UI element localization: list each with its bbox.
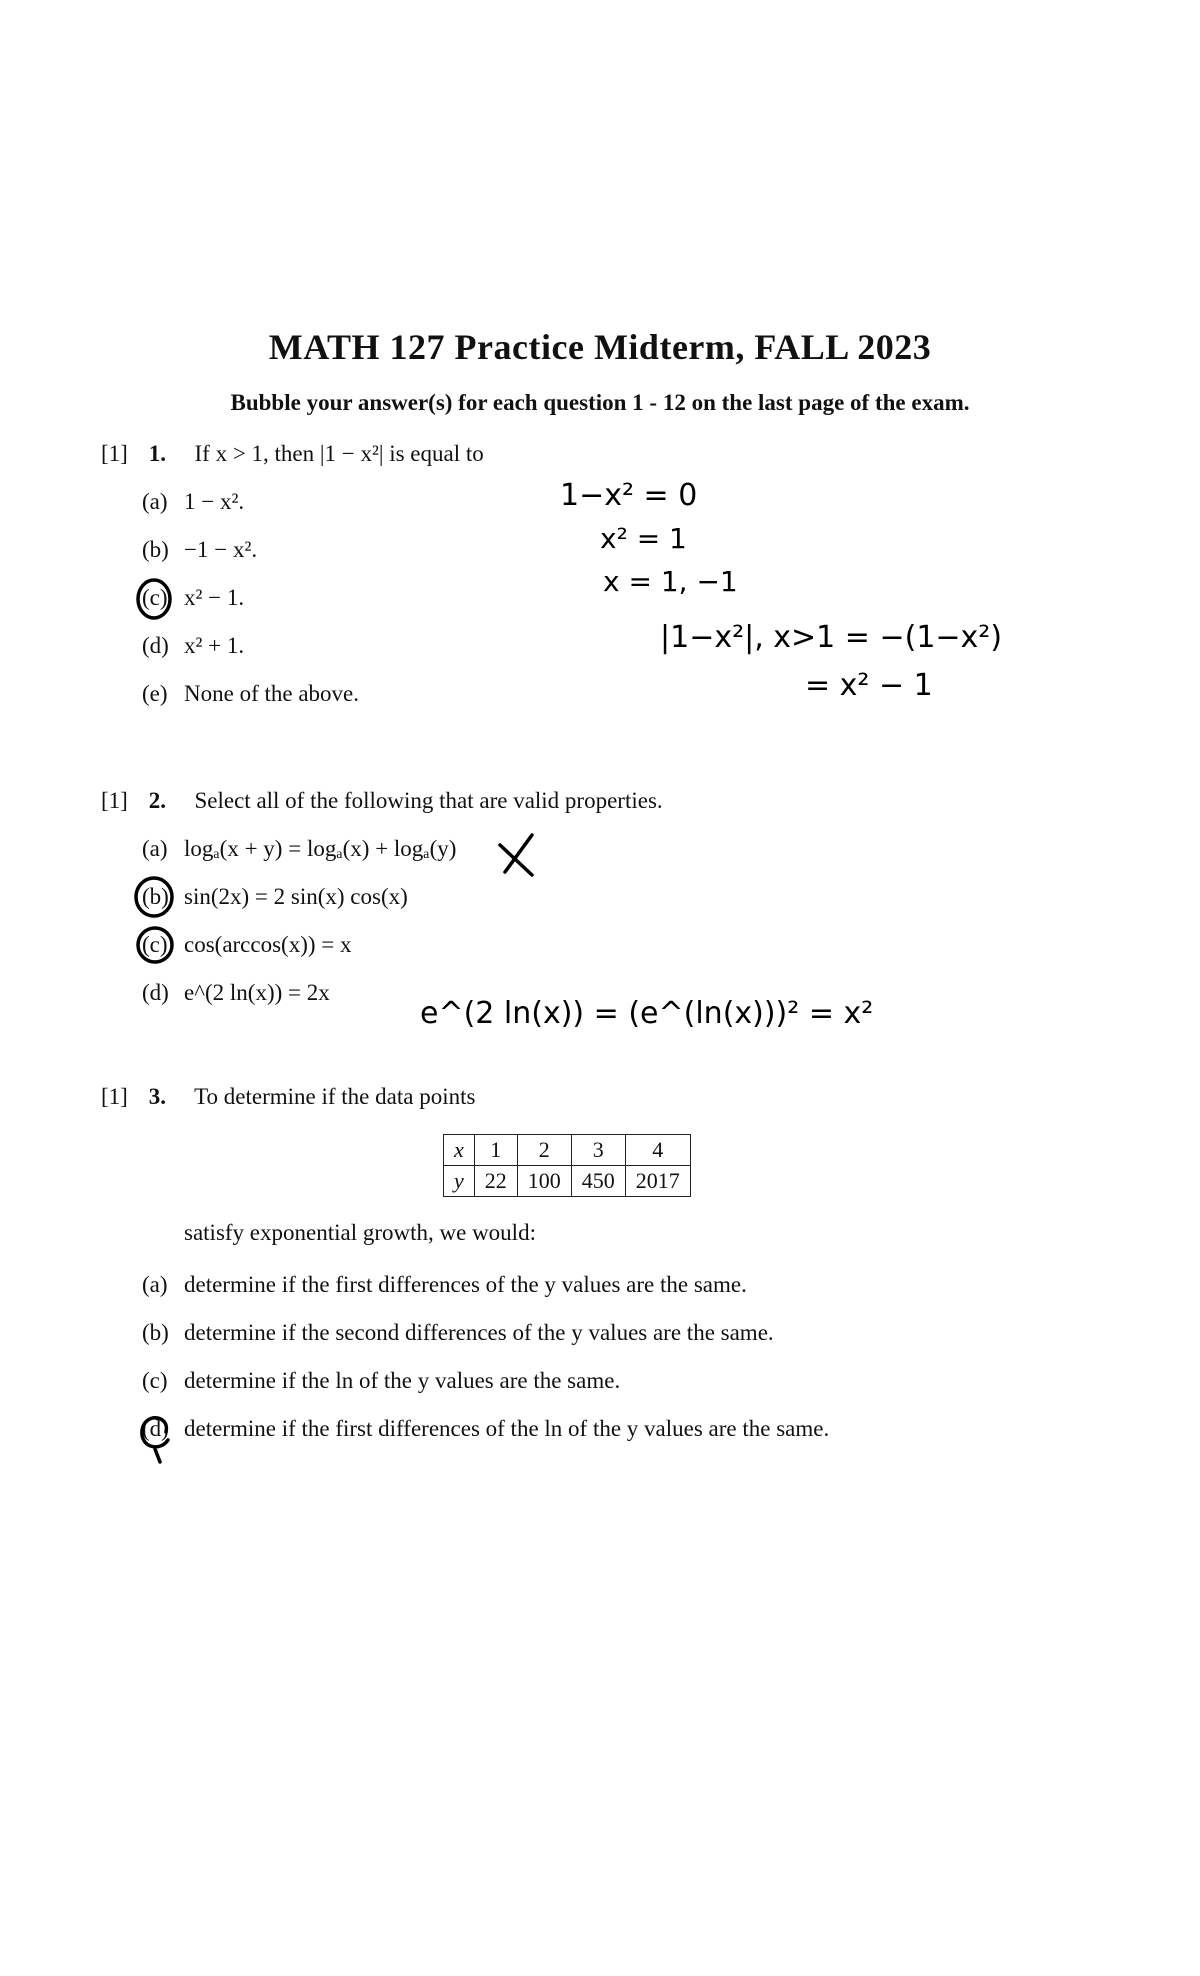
option-label: (d) (142, 980, 169, 1005)
option-label: (a) (142, 1272, 168, 1297)
q3-option-d (142, 1416, 829, 1442)
q2-option-d (142, 980, 330, 1006)
q1-option-d (142, 633, 244, 659)
question-2 (101, 788, 663, 814)
option-text: x² + 1. (184, 633, 245, 658)
question-3 (101, 1084, 475, 1110)
table-cell: 22 (474, 1166, 517, 1197)
question-3-followup: satisfy exponential growth, we would: (184, 1220, 536, 1245)
table-cell: 2 (517, 1135, 571, 1166)
q1-option-e (142, 681, 359, 707)
option-text: e^(2 ln(x)) = 2x (184, 980, 330, 1005)
option-text: sin(2x) = 2 sin(x) cos(x) (184, 884, 408, 909)
handwritten-note: e^(2 ln(x)) = (e^(ln(x)))² = x² (420, 996, 874, 1031)
option-label: (c) (142, 585, 168, 610)
option-label: (b) (142, 537, 169, 562)
q1-option-b (142, 537, 257, 563)
option-text: determine if the first differences of the y values are the same. (184, 1272, 747, 1297)
q2-option-b (142, 884, 408, 910)
table-row (444, 1166, 691, 1197)
option-text: determine if the first differences of the ln of the y values are the same. (184, 1416, 830, 1441)
question-1 (101, 441, 484, 467)
table-header-cell: x (444, 1135, 475, 1166)
exam-title: MATH 127 Practice Midterm, FALL 2023 (268, 327, 932, 367)
option-label: (a) (142, 489, 168, 514)
table-cell: 3 (571, 1135, 625, 1166)
question-number: 1. (148, 441, 166, 466)
option-label: (b) (142, 884, 169, 909)
question-points: [1] (101, 441, 128, 466)
handwritten-note: x = 1, −1 (603, 565, 738, 598)
option-text: cos(arccos(x)) = x (184, 932, 352, 957)
option-text: determine if the second differences of the y values are the same. (184, 1320, 774, 1345)
q2-option-a (142, 836, 456, 862)
table-header-cell: y (444, 1166, 475, 1197)
handwritten-note: |1−x²|, x>1 = −(1−x²) (660, 620, 1003, 655)
option-text: −1 − x². (184, 537, 258, 562)
q3-option-c (142, 1368, 620, 1394)
option-text: None of the above. (184, 681, 359, 706)
table-cell: 450 (571, 1166, 625, 1197)
cross-mark (500, 835, 532, 875)
table-cell: 100 (517, 1166, 571, 1197)
handwritten-note: 1−x² = 0 (560, 478, 698, 513)
option-text: logₐ(x + y) = logₐ(x) + logₐ(y) (184, 836, 457, 861)
option-text: x² − 1. (184, 585, 245, 610)
question-text: If x > 1, then |1 − x²| is equal to (194, 441, 484, 466)
instructions: Bubble your answer(s) for each question 1 - 12 on the last page of the exam. (230, 390, 970, 415)
option-label: (c) (142, 932, 168, 957)
q2-option-c (142, 932, 352, 958)
question-number: 3. (148, 1084, 166, 1109)
question-points: [1] (101, 1084, 128, 1109)
table-cell: 2017 (625, 1166, 690, 1197)
table-cell: 4 (625, 1135, 690, 1166)
table-row (444, 1135, 691, 1166)
option-text: determine if the ln of the y values are the same. (184, 1368, 621, 1393)
option-label: (b) (142, 1320, 169, 1345)
handwritten-note: = x² − 1 (805, 668, 933, 703)
option-label: (d) (142, 1416, 169, 1441)
option-label: (c) (142, 1368, 168, 1393)
table-cell: 1 (474, 1135, 517, 1166)
data-points-table (443, 1134, 691, 1197)
option-label: (e) (142, 681, 168, 706)
question-text: To determine if the data points (194, 1084, 476, 1109)
q1-option-a (142, 489, 244, 515)
handwritten-note: x² = 1 (600, 522, 687, 555)
option-label: (a) (142, 836, 168, 861)
q3-option-a (142, 1272, 747, 1298)
question-text: Select all of the following that are valid properties. (194, 788, 663, 813)
option-text: 1 − x². (184, 489, 245, 514)
q3-option-b (142, 1320, 774, 1346)
option-label: (d) (142, 633, 169, 658)
question-number: 2. (148, 788, 166, 813)
question-points: [1] (101, 788, 128, 813)
q1-option-c (142, 585, 244, 611)
